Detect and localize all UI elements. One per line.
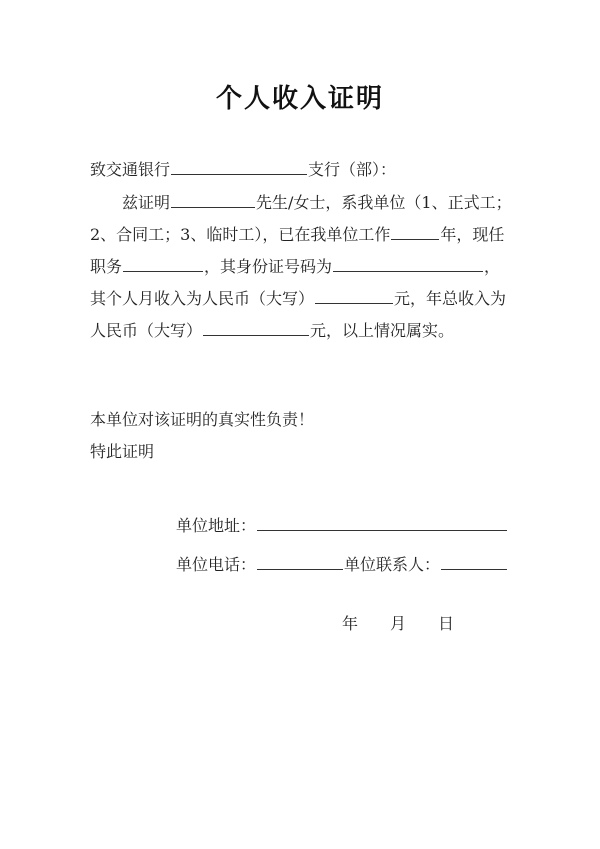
- responsibility-statement: 本单位对该证明的真实性负责！: [90, 410, 315, 429]
- branch-name-field[interactable]: [171, 158, 307, 175]
- contact-label: 单位联系人：: [344, 555, 441, 574]
- date-day: 日: [438, 614, 455, 633]
- phone-field[interactable]: [257, 553, 343, 570]
- annual-income-prefix: 人民币（大写）: [90, 321, 203, 340]
- monthly-income-label: 其个人月收入为人民币（大写）: [90, 289, 315, 308]
- employee-name-field[interactable]: [171, 191, 255, 208]
- monthly-income-field[interactable]: [315, 287, 393, 304]
- certify-suffix: 先生/女士，系我单位（1、正式工；: [256, 193, 512, 212]
- employment-type-text: 2、合同工；3、临时工），已在我单位工作: [90, 225, 391, 244]
- date-line: [342, 614, 454, 634]
- position-suffix: ，: [484, 257, 501, 276]
- address-row: [176, 514, 508, 536]
- position-line: [90, 255, 500, 277]
- address-label: 单位地址：: [176, 516, 257, 535]
- annual-income-field[interactable]: [203, 319, 309, 336]
- annual-income-suffix: 元，以上情况属实。: [310, 321, 455, 340]
- hereby-certify: 特此证明: [90, 442, 155, 461]
- phone-label: 单位电话：: [176, 555, 257, 574]
- date-month: 月: [390, 614, 407, 633]
- phone-contact-row: [176, 553, 508, 575]
- certify-prefix: 兹证明: [122, 193, 171, 212]
- annual-income-label: 元，年总收入为: [394, 289, 507, 308]
- page-title: 个人收入证明: [215, 84, 384, 114]
- position-prefix: 职务: [90, 257, 123, 276]
- date-year: 年: [342, 614, 359, 633]
- addressee-line: [90, 158, 396, 180]
- contact-field[interactable]: [441, 553, 507, 570]
- position-field[interactable]: [123, 255, 203, 272]
- id-number-field[interactable]: [333, 255, 483, 272]
- id-number-label: ，其身份证号码为: [204, 257, 333, 276]
- addressee-prefix: 致交通银行: [90, 160, 171, 179]
- certify-line: [122, 191, 512, 213]
- addressee-suffix: 支行（部）：: [308, 160, 397, 179]
- annual-income-line: [90, 319, 454, 341]
- years-worked-field[interactable]: [391, 223, 439, 240]
- address-field[interactable]: [257, 514, 507, 531]
- monthly-income-line: [90, 287, 506, 309]
- employment-line: [90, 223, 504, 245]
- employment-suffix: 年，现任: [440, 225, 505, 244]
